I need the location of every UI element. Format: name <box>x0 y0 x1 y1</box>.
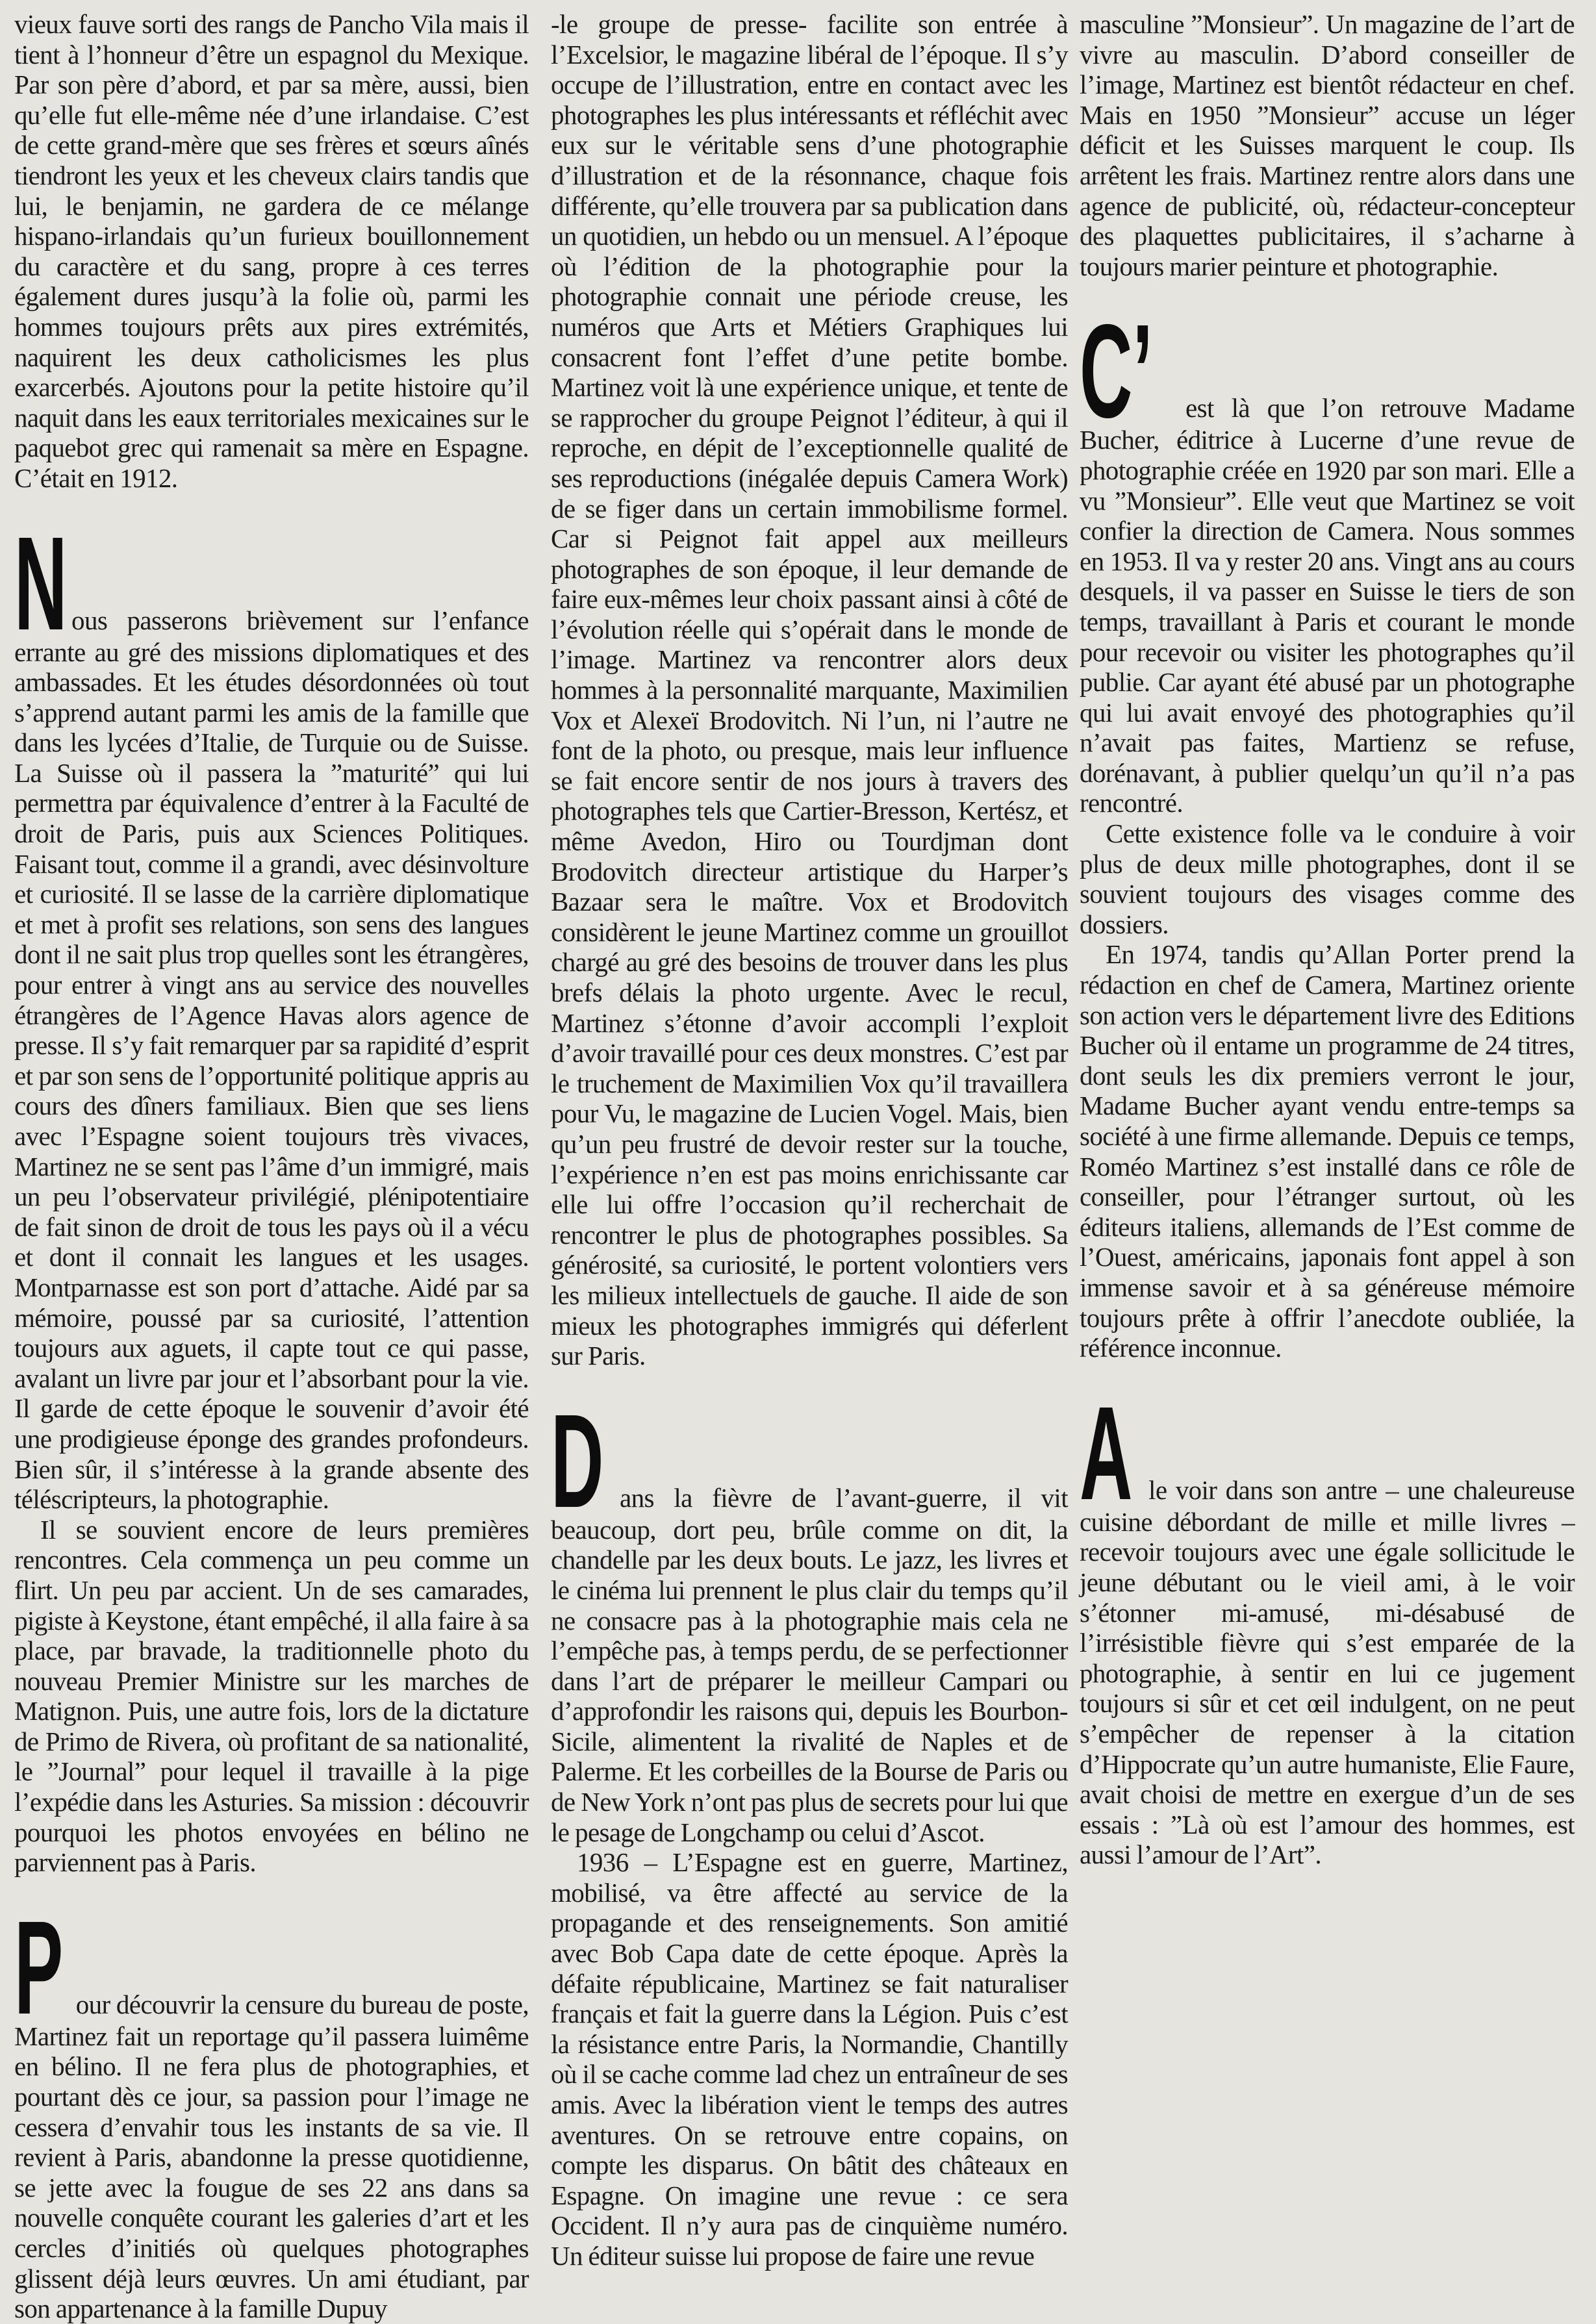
paragraph-text: le voir dans son antre – une chaleureuse cuisine débordant de mille et mille livres – recevoir toujours avec une égale sollicitude le jeune débutant ou le vieil ami, à le voir s’étonner mi-amusé, mi-désabusé de l’irrésistible fièvre qui s’est emparée de la photographie, à sentir en lui ce jugement toujours si sûr et cet œil indulgent, on ne peut s’empêcher de repenser à la citation d’Hippocrate qu’un autre humaniste, Elie Faure, avait choisi de mettre en exergue d’un de ses essais : ”Là où est l’amour des hommes, est aussi l’amour de l’Art”. <box>1080 1474 1575 1870</box>
drop-cap: P <box>14 1893 64 2042</box>
paragraph-dropcap <box>14 509 529 1515</box>
paragraph: vieux fauve sorti des rangs de Pancho Vila mais il tient à l’honneur d’être un espagnol du Mexique. Par son père d’abord, et par sa mère, aussi, bien qu’elle fut elle-même née d’une irlandaise. C’est de cette grand-mère que ses frères et sœurs aînés tiendront les yeux et les cheveux clairs tandis que lui, le benjamin, ne gardera de ce mélange hispano-irlandais qu’un furieux bouillonnement du caractère et du sang, propre à ces terres également dures jusqu’à la folie où, parmi les hommes toujours prêts aux pires extrémités, naquirent les deux catholicismes les plus exarcerbés. Ajoutons pour la petite histoire qu’il naquit dans les eaux territoriales mexicaines sur le paquebot grec qui ramenait sa mère en Espagne. C’était en 1912. <box>14 9 529 493</box>
column-2 <box>551 9 1068 2271</box>
paragraph: En 1974, tandis qu’Allan Porter prend la rédaction en chef de Camera, Martinez oriente son action vers le département livre des Editions Bucher où il entame un programme de 24 titres, dont seuls les dix premiers verront le jour, Madame Bucher ayant vendu entre-temps sa société à une firme allemande. Depuis ce temps, Roméo Martinez s’est installé dans ce rôle de conseiller, pour l’étranger surtout, où les éditeurs italiens, allemands de l’Est comme de l’Ouest, américains, japonais font appel à son immense savoir et à sa généreuse mémoire toujours prête à offrir l’anecdote oubliée, la référence inconnue. <box>1080 939 1575 1363</box>
paragraph-dropcap <box>1080 1378 1575 1870</box>
paragraph-dropcap <box>1080 297 1575 818</box>
column-3 <box>1080 9 1575 1870</box>
paragraph-text: ans la fièvre de l’avant-guerre, il vit beaucoup, dort peu, brûle comme on dit, la chandelle par les deux bouts. Le jazz, les livres et le cinéma lui prennent le plus clair du temps qu’il ne consacre pas à la photographie mais cela ne l’empêche pas, à temps perdu, de se perfectionner dans l’art de préparer le meilleur Campari ou d’approfondir les raisons qui, depuis les Bourbon-Sicile, alimentent la rivalité de Naples et de Palerme. Et les corbeilles de la Bourse de Paris ou de New York n’ont pas plus de secrets pour lui que le pesage de Longchamp ou celui d’Ascot. <box>551 1482 1068 1847</box>
paragraph-text: our découvrir la censure du bureau de poste, Martinez fait un reportage qu’il passera luimême en bélino. Il ne fera plus de photographies, et pourtant dès ce jour, sa passion pour l’image ne cessera d’envahir tous les instants de sa vie. Il revient à Paris, abandonne la presse quotidienne, se jette avec la fougue de ses 22 ans dans sa nouvelle conquête courant les galeries d’art et les cercles d’initiés où quelques photographes glissent déjà leurs œuvres. Un ami étudiant, par son appartenance à la famille Dupuy <box>14 1989 529 2324</box>
paragraph: -le groupe de presse- facilite son entrée à l’Excelsior, le magazine libéral de l’époque. Il s’y occupe de l’illustration, entre en contact avec les photographes les plus intéressants et réfléchit avec eux sur le véritable sens d’une photographie d’illustration et de la résonnance, chaque fois différente, qu’elle trouvera par sa publication dans un quotidien, un hebdo ou un mensuel. A l’époque où l’édition de la photographie pour la photographie connait une période creuse, les numéros que Arts et Métiers Graphiques lui consacrent font l’effet d’une petite bombe. Martinez voit là une expérience unique, et tente de se rapprocher du groupe Peignot l’éditeur, à qui il reproche, en dépit de l’exceptionnelle qualité de ses reproductions (inégalée depuis Camera Work) de se figer dans un certain immobilisme formel. Car si Peignot fait appel aux meilleurs photographes de son époque, il leur demande de faire eux-mêmes leur choix passant ainsi à côté de l’évolution réelle qui s’opérait dans le monde de l’image. Martinez va rencontrer alors deux hommes à la personnalité marquante, Maximilien Vox et Alexeï Brodovitch. Ni l’un, ni l’autre ne font de la photo, ou presque, mais leur influence se fait encore sentir de nos jours à travers des photographes tels que Cartier-Bresson, Kertész, et même Avedon, Hiro ou Tourdjman dont Brodovitch directeur artistique du Harper’s Bazaar sera le maître. Vox et Brodovitch considèrent le jeune Martinez comme un grouillot chargé au gré des besoins de trouver dans les plus brefs délais la photo urgente. Avec le recul, Martinez s’étonne d’avoir accompli l’exploit d’avoir travaillé pour ces deux monstres. C’est par le truchement de Maximilien Vox qu’il travaillera pour Vu, le magazine de Lucien Vogel. Mais, bien qu’un peu frustré de devoir rester sur la touche, l’expérience n’en est pas moins enrichissante car elle lui offre l’occasion qu’il recherchait de rencontrer le plus de photographes possibles. Sa générosité, sa curiosité, le portent volontiers vers les milieux intellectuels de gauche. Il aide de son mieux les photographes immigrés qui déferlent sur Paris. <box>551 9 1068 1371</box>
paragraph: Il se souvient encore de leurs premières rencontres. Cela commença un peu comme un flirt. Un peu par accient. Un de ses camarades, pigiste à Keystone, étant empêché, il alla faire à sa place, par bravade, la traditionnelle photo du nouveau Premier Ministre sur les marches de Matignon. Puis, une autre fois, lors de la dictature de Primo de Rivera, où profitant de sa nationalité, le ”Journal” pour lequel il travaille à la pige l’expédie dans les Asturies. Sa mission : découvrir pourquoi les photos envoyées en bélino ne parviennent pas à Paris. <box>14 1514 529 1878</box>
drop-cap: D <box>551 1386 604 1535</box>
paragraph-dropcap <box>551 1386 1068 1848</box>
column-1 <box>14 9 529 2324</box>
paragraph: 1936 – L’Espagne est en guerre, Martinez, mobilisé, va être affecté au service de la propagande et des renseignements. Son amitié avec Bob Capa date de cette époque. Après la défaite républicaine, Martinez se fait naturaliser français et fait la guerre dans la Légion. Puis c’est la résistance entre Paris, la Normandie, Chantilly où il se cache comme lad chez un entraîneur de ses amis. Avec la libération vient le temps des autres aventures. On se retrouve entre copains, on compte les disparus. On bâtit des châteaux en Espagne. On imagine une revue : ce sera Occident. Il n’y aura pas de cinquième numéro. Un éditeur suisse lui propose de faire une revue <box>551 1847 1068 2271</box>
drop-cap: A <box>1080 1378 1133 1528</box>
drop-cap: C’ <box>1080 297 1153 446</box>
paragraph: Cette existence folle va le conduire à voir plus de deux mille photographes, dont il se souvient toujours des visages comme des dossiers. <box>1080 818 1575 939</box>
paragraph-text: ous passerons brièvement sur l’enfance errante au gré des missions diplomatiques et des ambassades. Et les études désordonnées où tout s’apprend autant parmi les amis de la famille que dans les lycées d’Italie, de Turquie ou de Suisse. La Suisse où il passera la ”maturité” qui lui permettra par équivalence d’entrer à la Faculté de droit de Paris, puis aux Sciences Politiques. Faisant tout, comme il a grandi, avec désinvolture et curiosité. Il se lasse de la carrière diplomatique et met à profit ses relations, son sens des langues dont il ne sait plus trop quelles sont les étrangères, pour entrer à vingt ans au service des nouvelles étrangères de l’Agence Havas alors agence de presse. Il s’y fait remarquer par sa rapidité d’esprit et par son sens de l’opportunité politique appris au cours des dîners familiaux. Bien que ses liens avec l’Espagne soient toujours très vivaces, Martinez ne se sent pas l’âme d’un immigré, mais un peu l’observateur privilégié, plénipotentiaire de fait sinon de droit de tous les pays où il a vécu et dont il connait les langues et les usages. Montparnasse est son port d’attache. Aidé par sa mémoire, poussé par sa curiosité, l’attention toujours aux aguets, il capte tout ce qui passe, avalant un livre par jour et l’absorbant pour la vie. Il garde de cette époque le souvenir d’avoir été une prodigieuse éponge des grandes profondeurs. Bien sûr, il s’intéresse à la grande absente des téléscripteurs, la photographie. <box>14 605 529 1515</box>
paragraph-dropcap <box>14 1893 529 2324</box>
paragraph-text: est là que l’on retrouve Madame Bucher, éditrice à Lucerne d’une revue de photographie créée en 1920 par son mari. Elle a vu ”Monsieur”. Elle veut que Martinez se voit confier la direction de Camera. Nous sommes en 1953. Il va y rester 20 ans. Vingt ans au cours desquels, il va passer en Suisse le tiers de son temps, travaillant à Paris et courant le monde pour recevoir ou visiter les photographes qu’il publie. Car ayant été abusé par un photographe qui lui avait envoyé des photographies qu’il n’avait pas faites, Martienz se refuse, dorénavant, à publier quelqu’un qu’il n’a pas rencontré. <box>1080 393 1575 818</box>
paragraph: masculine ”Monsieur”. Un magazine de l’art de vivre au masculin. D’abord conseiller de l’image, Martinez est bientôt rédacteur en chef. Mais en 1950 ”Monsieur” accuse un léger déficit et les Suisses marquent le coup. Ils arrêtent les frais. Martinez rentre alors dans une agence de publicité, où, rédacteur-concepteur des plaquettes publicitaires, il s’acharne à toujours marier peinture et photographie. <box>1080 9 1575 281</box>
drop-cap: N <box>14 509 68 658</box>
